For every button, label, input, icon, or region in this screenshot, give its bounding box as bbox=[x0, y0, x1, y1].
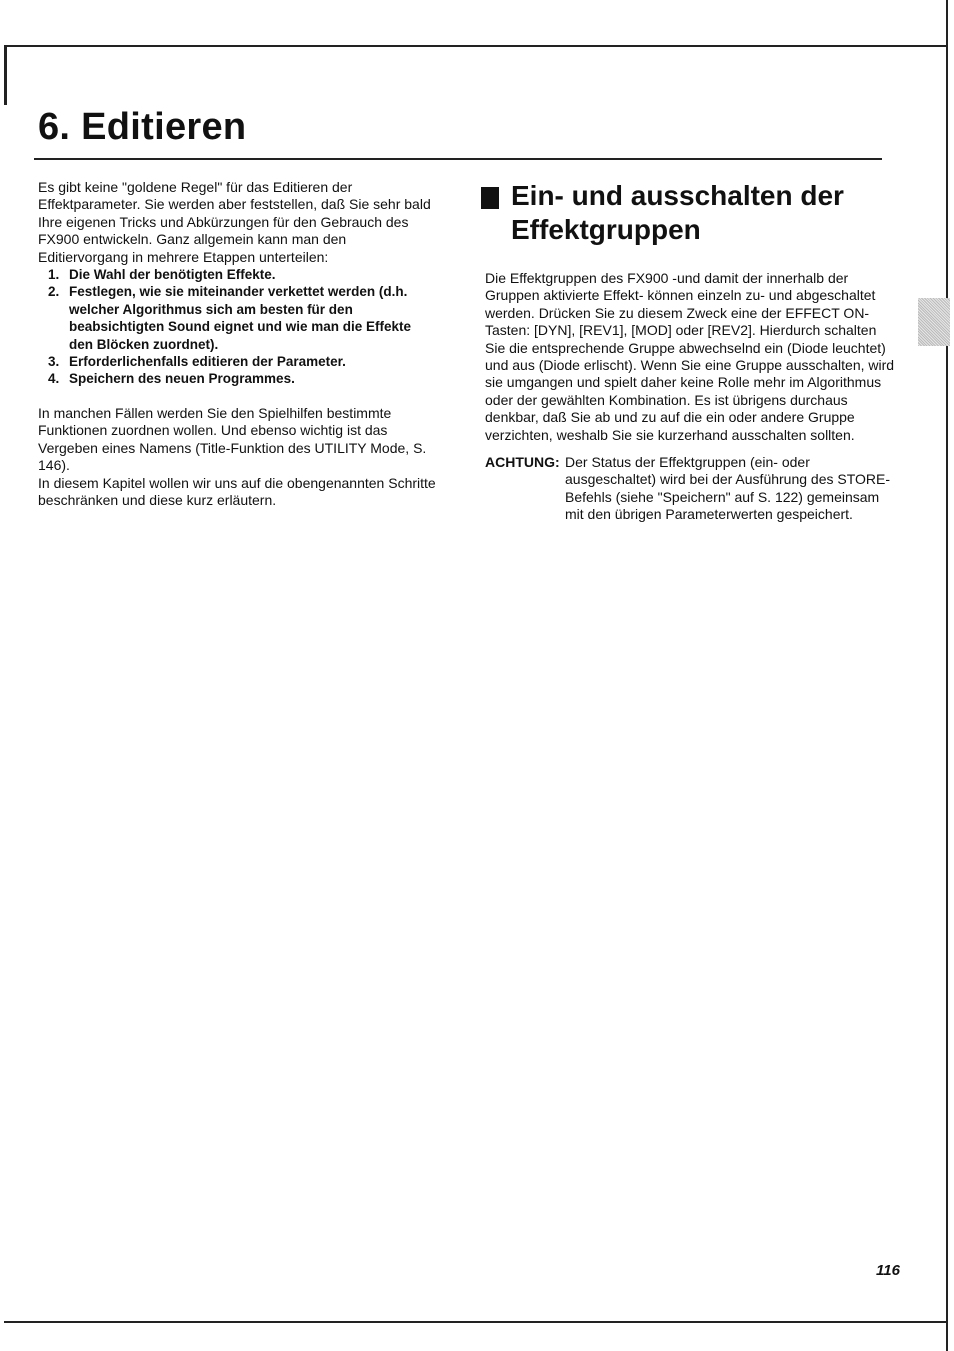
right-column bbox=[485, 179, 895, 524]
step-text: Erforderlichenfalls editieren der Parameter. bbox=[69, 354, 346, 370]
note-text: Der Status der Effektgruppen (ein- oder ausgeschaltet) wird bei der Ausführung des STORE-Befehls (siehe "Speichern" auf S. 122) gemeinsam mit den übrigen Parameterwerten gespeichert. bbox=[565, 454, 891, 523]
square-bullet-icon bbox=[481, 187, 499, 209]
corner-mark bbox=[4, 45, 7, 105]
step-number: 4. bbox=[48, 371, 60, 387]
section-heading-text: Ein- und ausschalten der Effektgruppen bbox=[511, 180, 844, 245]
note-block bbox=[485, 454, 895, 524]
intro-paragraph: Es gibt keine "goldene Regel" für das Editieren der Effektparameter. Sie werden aber feststellen, daß Sie sehr bald Ihre eigenen Tricks und Abkürzungen für den Gebrauch des FX900 entwickeln. Ganz allgemein kann man den Editiervorgang in mehrere Etappen unterteilen: bbox=[38, 179, 431, 265]
list-item bbox=[38, 266, 438, 283]
step-text: Festlegen, wie sie miteinander verkettet werden (d.h. welcher Algorithmus sich am besten für den beabsichtigten Sound eignet und wie man die Effekte den Blöcken zuordnet). bbox=[69, 284, 412, 352]
step-number: 3. bbox=[48, 354, 60, 370]
note-label: ACHTUNG: bbox=[485, 454, 560, 471]
functions-paragraph: In manchen Fällen werden Sie den Spielhilfen bestimmte Funktionen zuordnen wollen. Und ebenso wichtig ist das Vergeben eines Namens (Title-Funktion des UTILITY Mode, S. 146). bbox=[38, 404, 427, 474]
left-column bbox=[38, 179, 438, 509]
bottom-rule bbox=[4, 1321, 948, 1323]
page-edge bbox=[946, 0, 948, 1351]
list-item bbox=[38, 353, 438, 370]
list-item bbox=[38, 370, 438, 387]
section-heading bbox=[481, 179, 895, 247]
title-rule bbox=[34, 158, 882, 160]
thumb-tab-marker bbox=[918, 298, 950, 346]
step-number: 1. bbox=[48, 267, 60, 283]
section-body: Die Effektgruppen des FX900 -und damit der innerhalb der Gruppen aktivierte Effekt- können einzeln zu- und abgeschaltet werden. Drücken Sie zu diesem Zweck eine der EFFECT ON-Tasten: [DYN], [REV1], [MOD] oder [REV2]. Hierdurch schalten Sie die entsprechende Gruppe abwechselnd ein (Diode leuchtet) und aus (Diode erlischt). Wenn Sie eine Gruppe ausschalten, wird sie umgangen und spielt daher keine Rolle mehr im Algorithmus oder der gewählten Kombination. Es ist übrigens durchaus denkbar, daß Sie ab und zu auf die ein oder andere Gruppe verzichten, weshalb Sie sie kurzerhand ausschalten sollten. bbox=[485, 270, 895, 443]
steps-list bbox=[38, 266, 438, 388]
step-number: 2. bbox=[48, 284, 60, 300]
chapter-scope-paragraph: In diesem Kapitel wollen wir uns auf die obengenannten Schritte beschränken und diese kurz erläutern. bbox=[38, 474, 436, 508]
step-text: Die Wahl der benötigten Effekte. bbox=[69, 267, 276, 283]
list-item bbox=[38, 283, 438, 353]
top-rule bbox=[4, 45, 948, 47]
step-text: Speichern des neuen Programmes. bbox=[69, 371, 295, 387]
chapter-title: 6. Editieren bbox=[38, 106, 247, 148]
page-number: 116 bbox=[876, 1262, 900, 1279]
